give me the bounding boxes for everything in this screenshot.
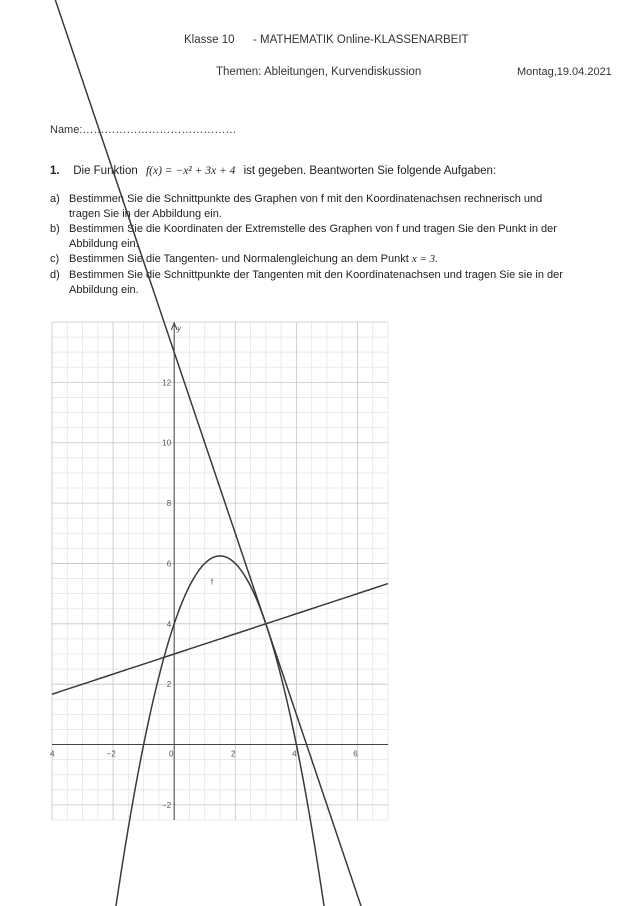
y-tick-label: 2 [166,680,172,690]
part-text-continued: Abbildung ein. [69,284,139,296]
part-label: b) [50,223,60,235]
topics-line: Themen: Ableitungen, Kurvendiskussion [216,66,422,78]
task-part-c [50,252,438,267]
class-label: Klasse 10 [184,34,235,46]
part-text: Bestimmen Sie die Tangenten- und Normalengleichung an dem Punkt [69,253,409,265]
part-label: c) [50,253,60,265]
name-field-line: Name:…………………………………… [50,124,237,136]
part-text: Bestimmen Sie die Koordinaten der Extremstelle des Graphen von f und tragen Sie den Punkt in der [69,223,557,235]
task-part-b [50,222,557,252]
part-text-continued: tragen Sie in der Abbildung ein. [69,208,222,220]
function-graph [52,322,388,820]
part-text-continued: Abbildung ein. [69,238,139,250]
y-tick-label: 8 [166,499,172,509]
task-part-d [50,268,563,298]
exam-date: Montag,19.04.2021 [517,66,612,78]
task-part-a [50,192,542,222]
function-formula: f(x) = −x² + 3x + 4 [145,165,236,177]
grid-minor [52,322,388,820]
y-tick-label: 12 [162,378,172,388]
x-tick-label: 4 [50,749,55,759]
y-axis-label: y [177,324,182,333]
task-intro-before: Die Funktion [73,165,138,177]
x-tick-label: 4 [292,749,297,759]
x-tick-label: 6 [353,749,358,759]
task-intro-after: ist gegeben. Beantworten Sie folgende Aufgaben: [243,165,497,177]
part-text: Bestimmen Sie die Schnittpunkte des Graphen von f mit den Koordinatenachsen rechnerisch und [69,193,543,205]
curve-label-f: f [210,577,214,587]
part-math: x = 3. [411,253,438,265]
part-text: Bestimmen Sie die Schnittpunkte der Tangenten mit den Koordinatenachsen und tragen Sie sie in der [69,269,563,281]
task-1-heading [50,165,496,177]
y-tick-label: 4 [166,619,172,629]
part-label: d) [50,269,60,281]
y-tick-label: −2 [162,800,172,810]
y-tick-label: 10 [162,438,172,448]
part-label: a) [50,193,60,205]
x-tick-label: 2 [231,749,236,759]
x-tick-label: 0 [168,749,174,759]
x-tick-label: −2 [106,749,116,759]
subject-title: - MATHEMATIK Online-KLASSENARBEIT [253,34,469,46]
y-tick-label: 6 [166,559,172,569]
task-number: 1. [50,165,60,177]
